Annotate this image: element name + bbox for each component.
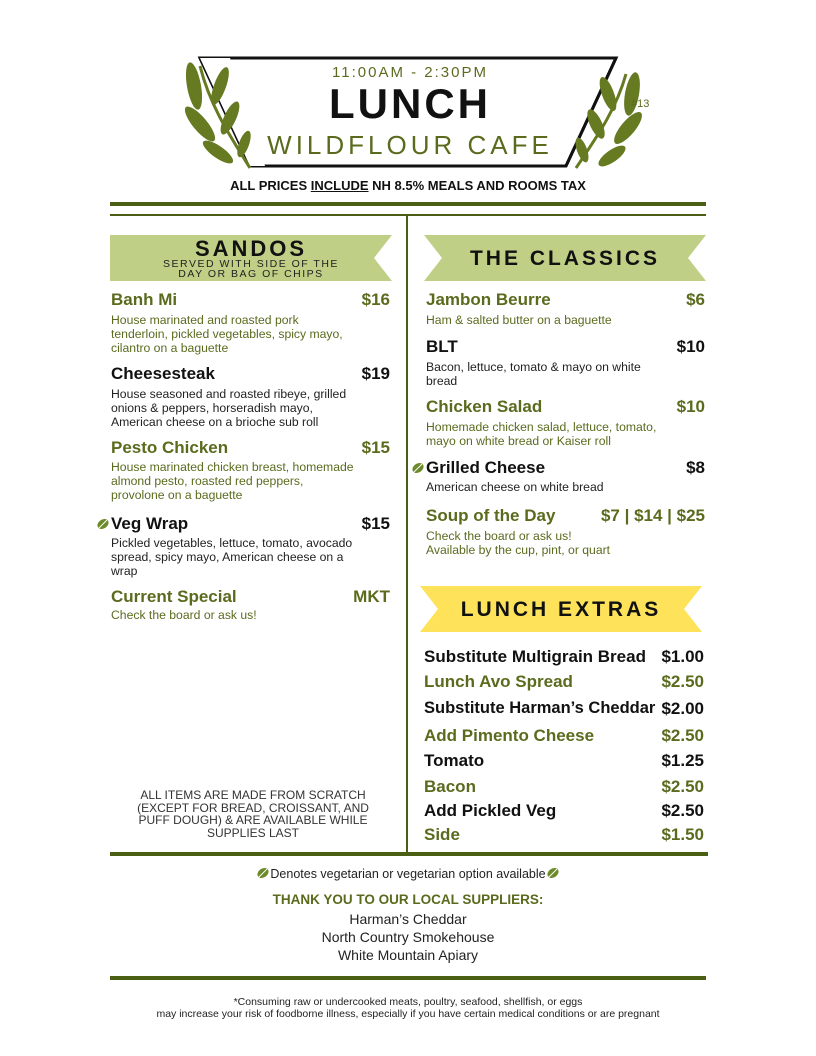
desc-line: Check the board or ask us! [426, 529, 572, 543]
menu-number: #13 [631, 98, 650, 110]
desc-line: House seasoned and roasted ribeye, grilled [111, 387, 347, 401]
desc-line: almond pesto, roasted red peppers, [111, 474, 304, 488]
vegetarian-note-text: Denotes vegetarian or vegetarian option available [270, 867, 546, 881]
classics-title: THE CLASSICS [469, 247, 660, 270]
sando-price: $15 [361, 514, 390, 533]
classic-name: Grilled Cheese [426, 458, 546, 477]
extra-price: $2.50 [661, 777, 704, 796]
page-title: LUNCH [329, 80, 491, 127]
sando-name: Pesto Chicken [111, 438, 229, 457]
classic-price: $8 [686, 458, 705, 477]
sando-price: MKT [353, 587, 390, 606]
extra-name: Side [424, 825, 460, 844]
extra-name: Add Pimento Cheese [424, 726, 595, 745]
sando-name: Cheesesteak [111, 364, 215, 383]
sandos-title: SANDOS [194, 236, 308, 261]
top-rule-thin [110, 214, 706, 216]
scratch-line: (EXCEPT FOR BREAD, CROISSANT, AND [137, 800, 369, 815]
classic-price: $10 [676, 337, 705, 356]
classic-name: BLT [426, 337, 458, 356]
scratch-note [118, 789, 388, 839]
extra-price: $1.25 [661, 751, 704, 770]
suppliers-title: THANK YOU TO OUR LOCAL SUPPLIERS: [272, 892, 544, 907]
sando-name: Veg Wrap [111, 514, 189, 533]
desc-line: spread, spicy mayo, American cheese on a [111, 550, 344, 564]
vegetarian-leaf-icon [411, 461, 425, 475]
desc-line: provolone on a baguette [111, 488, 243, 502]
tax-suffix: NH 8.5% MEALS AND ROOMS TAX [368, 178, 586, 193]
supplier-name: Harman’s Cheddar [349, 911, 467, 927]
classic-name: Chicken Salad [426, 397, 543, 416]
desc-line: Check the board or ask us! [111, 608, 257, 622]
desc-line: Pickled vegetables, lettuce, tomato, avocado [111, 536, 353, 550]
extra-name: Substitute Harman’s Cheddar [424, 699, 656, 717]
classic-name: Jambon Beurre [426, 290, 551, 309]
bottom-rule [110, 852, 708, 856]
sando-price: $15 [361, 438, 390, 457]
classic-desc [426, 480, 604, 494]
classic-price: $7 | $14 | $25 [600, 506, 705, 525]
supplier-name: North Country Smokehouse [321, 929, 495, 945]
desc-line: House marinated chicken breast, homemade [111, 460, 354, 474]
footer-line: may increase your risk of foodborne illness, especially if you have certain medical conditions or are pregnant [156, 1008, 660, 1020]
classic-desc [426, 313, 612, 327]
sando-price: $16 [361, 290, 390, 309]
classic-desc [426, 360, 641, 388]
vegetarian-leaf-icon [256, 866, 270, 880]
top-rule-thick [110, 202, 706, 206]
desc-line: onions & peppers, horseradish mayo, [111, 401, 313, 415]
desc-line: bread [426, 374, 458, 388]
sando-name: Banh Mi [111, 290, 178, 309]
sando-desc [111, 608, 257, 622]
desc-line: American cheese on a brioche sub roll [111, 415, 319, 429]
cafe-name: WILDFLOUR CAFE [267, 130, 553, 160]
sando-desc [111, 313, 343, 355]
classic-desc [426, 420, 656, 448]
desc-line: Ham & salted butter on a baguette [426, 313, 612, 327]
hours-text: 11:00AM - 2:30PM [332, 64, 488, 81]
desc-line: tenderloin, pickled vegetables, spicy mayo, [111, 327, 343, 341]
sando-desc [111, 460, 354, 502]
extra-name: Substitute Multigrain Bread [424, 647, 646, 666]
scratch-line: SUPPLIES LAST [206, 825, 300, 840]
extra-name: Add Pickled Veg [424, 801, 557, 820]
extras-title: LUNCH EXTRAS [460, 598, 662, 621]
extra-name: Lunch Avo Spread [424, 672, 573, 691]
extra-price: $1.00 [661, 647, 704, 666]
tax-prefix: ALL PRICES [230, 178, 311, 193]
classic-price: $6 [686, 290, 705, 309]
supplier-name: White Mountain Apiary [337, 947, 479, 963]
desc-line: cilantro on a baguette [111, 341, 229, 355]
extra-price: $2.50 [661, 801, 704, 820]
extra-price: $2.00 [661, 699, 704, 718]
extra-price: $2.50 [661, 672, 704, 691]
tax-note [110, 178, 706, 193]
vegetarian-note [110, 866, 706, 881]
footer-line: *Consuming raw or undercooked meats, poultry, seafood, shellfish, or eggs [233, 996, 583, 1008]
desc-line: Available by the cup, pint, or quart [426, 543, 611, 557]
classic-price: $10 [676, 397, 705, 416]
desc-line: Bacon, lettuce, tomato & mayo on white [426, 360, 641, 374]
extra-price: $1.50 [661, 825, 704, 844]
desc-line: American cheese on white bread [426, 480, 604, 494]
vegetarian-leaf-icon [546, 866, 560, 880]
classic-desc [426, 529, 610, 557]
tax-underlined: INCLUDE [310, 178, 369, 193]
sandos-subtitle-2: DAY OR BAG OF CHIPS [178, 268, 324, 280]
classic-name: Soup of the Day [426, 506, 556, 525]
desc-line: wrap [111, 564, 138, 578]
footer-rule [110, 976, 706, 980]
extra-name: Tomato [424, 751, 485, 770]
sandos-subtitle-1: SERVED WITH SIDE OF THE [163, 258, 339, 270]
scratch-line: ALL ITEMS ARE MADE FROM SCRATCH [140, 788, 366, 802]
desc-line: House marinated and roasted pork [111, 313, 299, 327]
extra-name: Bacon [424, 777, 476, 796]
extra-price: $2.50 [661, 726, 704, 745]
column-divider [406, 216, 408, 852]
scratch-line: PUFF DOUGH) & ARE AVAILABLE WHILE [138, 813, 368, 827]
vegetarian-leaf-icon [96, 517, 110, 531]
sando-name: Current Special [111, 587, 237, 606]
sando-desc [111, 387, 346, 429]
sando-desc [111, 536, 352, 578]
desc-line: mayo on white bread or Kaiser roll [426, 434, 611, 448]
sando-price: $19 [361, 364, 390, 383]
desc-line: Homemade chicken salad, lettuce, tomato, [426, 420, 657, 434]
